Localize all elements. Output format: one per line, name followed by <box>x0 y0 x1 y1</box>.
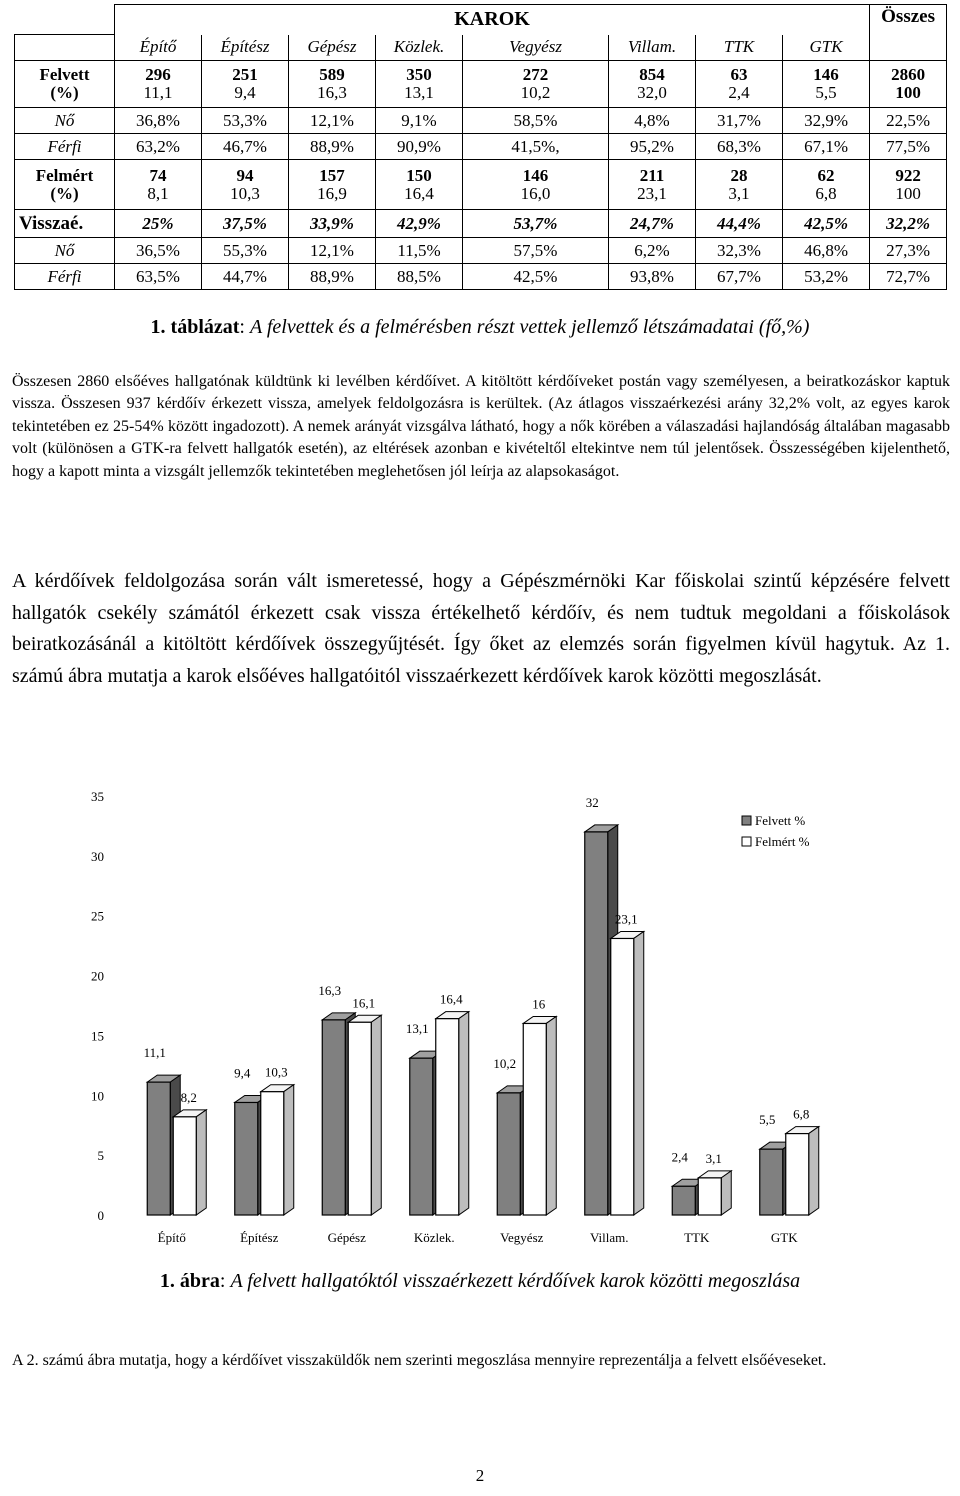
table-cell: Építő <box>115 35 202 61</box>
data-label: 11,1 <box>143 1045 166 1061</box>
data-label: 16,4 <box>439 991 463 1007</box>
x-tick-label: TTK <box>684 1230 710 1245</box>
table-cell: 67,1% <box>783 134 870 160</box>
row-label: Nő <box>15 108 115 134</box>
table-cell: 32,9% <box>783 108 870 134</box>
table-cell: TTK <box>696 35 783 61</box>
table-total-cell: 27,3% <box>870 238 947 264</box>
bar <box>786 1134 809 1215</box>
legend-swatch <box>742 837 751 846</box>
bar-side <box>809 1127 819 1215</box>
table-cell: 44,7% <box>202 264 289 290</box>
table-total-cell: 2860 100 <box>870 61 947 108</box>
figure-caption-text: A felvett hallgatóktól visszaérkezett kérdőívek karok közötti megoszlása <box>230 1270 801 1292</box>
table-cell: 46,8% <box>783 238 870 264</box>
y-tick-label: 15 <box>91 1028 104 1044</box>
y-tick-label: 35 <box>91 789 104 804</box>
table-cell: 9,1% <box>376 108 463 134</box>
table-cell: 41,5%, <box>463 134 609 160</box>
bar <box>611 938 634 1215</box>
table-cell: 93,8% <box>609 264 696 290</box>
table-cell: 854 32,0 <box>609 61 696 108</box>
table-cell: 62 6,8 <box>783 160 870 210</box>
data-label: 8,2 <box>180 1089 197 1105</box>
table-cell: 88,9% <box>289 264 376 290</box>
table-cell: 63,5% <box>115 264 202 290</box>
y-tick-label: 5 <box>97 1148 104 1164</box>
table-cell: 12,1% <box>289 108 376 134</box>
table-total-cell: 32,2% <box>870 210 947 238</box>
figure-caption: 1. ábra: A felvett hallgatóktól visszaérkezett kérdőívek karok közötti megoszlása <box>159 1270 801 1292</box>
bar <box>436 1019 459 1215</box>
table-caption-number: 1. táblázat <box>150 316 240 338</box>
table-cell: 150 16,4 <box>376 160 463 210</box>
table-cell: 53,2% <box>783 264 870 290</box>
table-cell: 12,1% <box>289 238 376 264</box>
row-label: Férfi <box>15 134 115 160</box>
data-label: 9,4 <box>234 1065 251 1081</box>
data-label: 5,5 <box>759 1112 776 1128</box>
row-label: Férfi <box>15 264 115 290</box>
bar-side <box>284 1085 294 1215</box>
bar <box>497 1093 520 1215</box>
bar <box>261 1092 284 1215</box>
table-cell: 58,5% <box>463 108 609 134</box>
table-cell: 33,9% <box>289 210 376 238</box>
bar-side <box>459 1012 469 1215</box>
table-cell: 37,5% <box>202 210 289 238</box>
bar-side <box>546 1016 556 1215</box>
table-cell: 88,9% <box>289 134 376 160</box>
data-label: 32 <box>585 794 599 810</box>
bar-chart <box>0 770 960 1260</box>
table-cell: Villam. <box>609 35 696 61</box>
x-tick-label: Építő <box>157 1230 186 1245</box>
bar-side <box>196 1110 206 1215</box>
table-cell: 350 13,1 <box>376 61 463 108</box>
bar <box>322 1020 345 1215</box>
y-tick-label: 10 <box>91 1088 104 1104</box>
data-label: 13,1 <box>405 1021 429 1037</box>
paragraph-2: A kérdőívek feldolgozása során vált ismeretessé, hogy a Gépészmérnöki Kar főiskolai szintű képzésére felvett hallgatók csekély számától érkezett csak vissza értékelhető kérdőív, és nem tudtuk megoldani a főiskolások beiratkozásánál a kitöltött kérdőívek összegyűjtését. Így őket az elemzés során figyelmen kívül hagytuk. Az 1. számú ábra mutatja a karok elsőéves hallgatóitól visszaérkezett kérdőívek karok közötti megoszlását. <box>12 570 950 687</box>
data-label: 10,2 <box>493 1055 517 1071</box>
table-cell: 63,2% <box>115 134 202 160</box>
page-number: 2 <box>475 1466 485 1485</box>
table-cell: 146 5,5 <box>783 61 870 108</box>
table-cell: Vegyész <box>463 35 609 61</box>
table-cell: 11,5% <box>376 238 463 264</box>
table-cell: 28 3,1 <box>696 160 783 210</box>
bar <box>410 1058 433 1215</box>
paragraph-3: A 2. számú ábra mutatja, hogy a kérdőívet visszaküldők nem szerinti megoszlása mennyire reprezentálja a felvett elsőéveseket. <box>12 1352 827 1369</box>
table-cell: 90,9% <box>376 134 463 160</box>
bar <box>147 1082 170 1215</box>
table-cell: 36,5% <box>115 238 202 264</box>
legend-swatch <box>742 816 751 825</box>
table-cell: 146 16,0 <box>463 160 609 210</box>
data-label: 23,1 <box>614 911 638 927</box>
bar-side <box>721 1171 731 1215</box>
table-cell: 94 10,3 <box>202 160 289 210</box>
bar <box>523 1023 546 1215</box>
data-label: 16,1 <box>352 995 376 1011</box>
y-tick-label: 25 <box>91 908 104 924</box>
table-total-header: Összes <box>870 5 947 61</box>
table-cell: 157 16,9 <box>289 160 376 210</box>
table-cell: 589 16,3 <box>289 61 376 108</box>
data-label: 2,4 <box>671 1149 688 1165</box>
table-cell: 42,9% <box>376 210 463 238</box>
table-total-cell: 922 100 <box>870 160 947 210</box>
table-cell: 53,3% <box>202 108 289 134</box>
table-cell: 88,5% <box>376 264 463 290</box>
table-total-cell: 72,7% <box>870 264 947 290</box>
x-tick-label: Villam. <box>589 1230 629 1245</box>
data-label: 16 <box>532 996 546 1012</box>
row-label-felmert: Felmért (%) <box>15 160 115 210</box>
table-cell: 63 2,4 <box>696 61 783 108</box>
table-cell: 57,5% <box>463 238 609 264</box>
table-cell: 296 11,1 <box>115 61 202 108</box>
y-tick-label: 30 <box>91 848 104 864</box>
table-cell: 211 23,1 <box>609 160 696 210</box>
row-label: Visszaé. <box>15 210 115 238</box>
table-cell: 68,3% <box>696 134 783 160</box>
table-cell: 42,5% <box>463 264 609 290</box>
data-label: 10,3 <box>264 1064 288 1080</box>
table-cell: 95,2% <box>609 134 696 160</box>
table-cell: 55,3% <box>202 238 289 264</box>
row-label-felvett: Felvett (%) <box>15 61 115 108</box>
table-cell: 251 9,4 <box>202 61 289 108</box>
table-cell: 36,8% <box>115 108 202 134</box>
data-label: 3,1 <box>705 1150 722 1166</box>
data-table <box>14 4 947 290</box>
table-cell: 6,2% <box>609 238 696 264</box>
y-tick-label: 0 <box>97 1208 104 1223</box>
paragraph-1: Összesen 2860 elsőéves hallgatónak küldtünk ki levélben kérdőívet. A kitöltött kérdőíveket postán vagy személyesen, a beiratkozáskor kaptuk vissza. Összesen 937 kérdőív érkezett vissza, amelyek feldolgozásra is kerültek. (Az átlagos visszaérkezési arány 32,2% volt, az egyes karok tekintetében ez 25-54% között ingadozott). A nemek arányát vizsgálva látható, hogy a nők körében a válaszadási hajlandóság általában magasabb volt (különösen a GTK-ra felvett hallgatók esetén), az eltérések azonban e kivételtől eltekintve nem túl jelentősek. Összességében kijelenthető, hogy a kapott minta a vizsgált jellemzők tekintetében meglehetősen jól leírja az alapsokaságot. <box>12 373 950 480</box>
x-tick-label: Építész <box>240 1230 279 1245</box>
bar <box>672 1186 695 1215</box>
legend-label: Felvett % <box>755 813 806 828</box>
table-total-cell: 77,5% <box>870 134 947 160</box>
x-tick-label: Vegyész <box>500 1230 544 1245</box>
bar <box>235 1102 258 1215</box>
table-caption: 1. táblázat: A felvettek és a felmérésben részt vettek jellemző létszámadatai (fő,%) <box>150 316 810 338</box>
table-cell: 4,8% <box>609 108 696 134</box>
row-label: Nő <box>15 238 115 264</box>
table-total-cell: 22,5% <box>870 108 947 134</box>
x-tick-label: GTK <box>770 1230 798 1245</box>
table-cell: 42,5% <box>783 210 870 238</box>
table-cell: 25% <box>115 210 202 238</box>
data-label: 6,8 <box>793 1106 810 1122</box>
table-cell: 74 8,1 <box>115 160 202 210</box>
table-cell: GTK <box>783 35 870 61</box>
bar <box>698 1178 721 1215</box>
table-group-header: KAROK <box>115 5 870 35</box>
table-caption-text: A felvettek és a felmérésben részt vettek jellemző létszámadatai (fő,%) <box>249 316 810 338</box>
bar-side <box>634 931 644 1215</box>
table-cell: 53,7% <box>463 210 609 238</box>
table-cell: Építész <box>202 35 289 61</box>
table-cell: 67,7% <box>696 264 783 290</box>
table-cell: Gépész <box>289 35 376 61</box>
bar <box>585 832 608 1215</box>
bar <box>348 1022 371 1215</box>
table-cell: 32,3% <box>696 238 783 264</box>
x-tick-label: Közlek. <box>413 1230 455 1245</box>
table-cell: Közlek. <box>376 35 463 61</box>
table-cell: 24,7% <box>609 210 696 238</box>
legend-label: Felmért % <box>755 834 810 849</box>
x-tick-label: Gépész <box>327 1230 366 1245</box>
table-cell: 31,7% <box>696 108 783 134</box>
table-cell: 44,4% <box>696 210 783 238</box>
y-tick-label: 20 <box>91 968 104 984</box>
figure-caption-number: 1. ábra <box>159 1270 220 1292</box>
bar-side <box>371 1015 381 1215</box>
bar <box>173 1117 196 1215</box>
table-cell: 46,7% <box>202 134 289 160</box>
bar <box>760 1149 783 1215</box>
table-cell: 272 10,2 <box>463 61 609 108</box>
data-label: 16,3 <box>318 982 342 998</box>
